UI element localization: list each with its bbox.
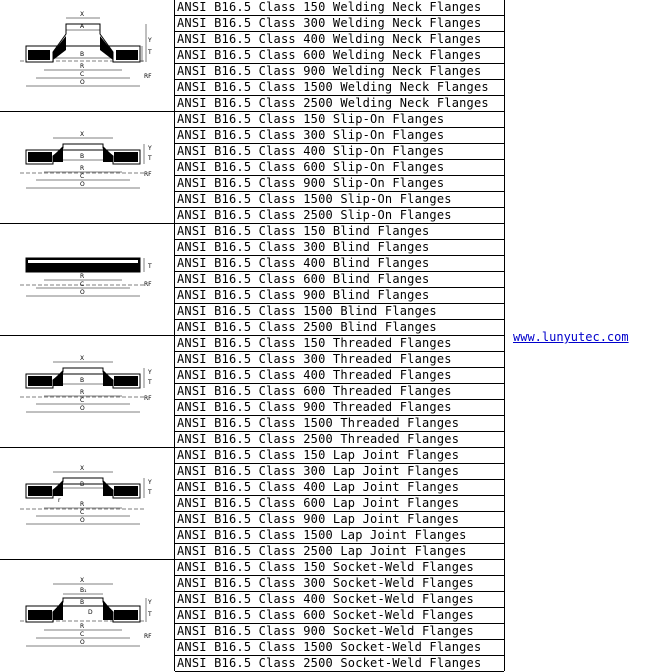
flange-list-item[interactable]: ANSI B16.5 Class 1500 Slip-On Flanges [175, 192, 504, 208]
flange-list-item[interactable]: ANSI B16.5 Class 400 Blind Flanges [175, 256, 504, 272]
threaded-flange-diagram [8, 342, 158, 442]
flange-list-item[interactable]: ANSI B16.5 Class 150 Socket-Weld Flanges [175, 560, 504, 576]
svg-text:B: B [80, 51, 85, 58]
svg-text:O: O [80, 79, 85, 86]
svg-text:Y: Y [148, 479, 152, 486]
svg-text:D: D [88, 609, 93, 616]
svg-text:R: R [80, 389, 85, 396]
svg-text:RF: RF [144, 73, 152, 80]
svg-text:r: r [58, 497, 61, 504]
svg-text:R: R [80, 165, 85, 172]
flange-list-item[interactable]: ANSI B16.5 Class 2500 Slip-On Flanges [175, 208, 504, 224]
flange-list-item[interactable]: ANSI B16.5 Class 300 Threaded Flanges [175, 352, 504, 368]
svg-text:X: X [80, 577, 85, 584]
svg-text:Y: Y [148, 369, 152, 376]
flange-list-item[interactable]: ANSI B16.5 Class 150 Slip-On Flanges [175, 112, 504, 128]
svg-text:RF: RF [144, 395, 152, 402]
svg-text:X: X [80, 465, 85, 472]
flange-list-item[interactable]: ANSI B16.5 Class 150 Threaded Flanges [175, 336, 504, 352]
flange-group-blind [0, 224, 505, 336]
column-divider-left [174, 0, 175, 671]
flange-list-item[interactable]: ANSI B16.5 Class 2500 Welding Neck Flanges [175, 96, 504, 112]
flange-list-item[interactable]: ANSI B16.5 Class 600 Threaded Flanges [175, 384, 504, 400]
svg-text:T: T [148, 49, 152, 56]
flange-list-item[interactable]: ANSI B16.5 Class 300 Lap Joint Flanges [175, 464, 504, 480]
website-link[interactable]: www.lunyutec.com [513, 330, 629, 344]
svg-text:R: R [80, 273, 85, 280]
svg-text:O: O [80, 639, 85, 646]
flange-list-item[interactable]: ANSI B16.5 Class 300 Welding Neck Flanges [175, 16, 504, 32]
svg-text:C: C [80, 281, 85, 288]
flange-list [175, 448, 504, 560]
flange-list-item[interactable]: ANSI B16.5 Class 400 Welding Neck Flanges [175, 32, 504, 48]
flange-group-threaded [0, 336, 505, 448]
svg-text:C: C [80, 397, 85, 404]
flange-list-item[interactable]: ANSI B16.5 Class 600 Welding Neck Flanges [175, 48, 504, 64]
flange-list-item[interactable]: ANSI B16.5 Class 900 Lap Joint Flanges [175, 512, 504, 528]
svg-text:RF: RF [144, 281, 152, 288]
flange-list-item[interactable]: ANSI B16.5 Class 300 Slip-On Flanges [175, 128, 504, 144]
svg-text:Y: Y [148, 37, 152, 44]
lap-joint-flange-diagram [8, 454, 158, 554]
flange-list-item[interactable]: ANSI B16.5 Class 900 Blind Flanges [175, 288, 504, 304]
flange-list-item[interactable]: ANSI B16.5 Class 900 Slip-On Flanges [175, 176, 504, 192]
flange-list-item[interactable]: ANSI B16.5 Class 600 Lap Joint Flanges [175, 496, 504, 512]
svg-text:X: X [80, 11, 85, 18]
flange-group-socket-weld [0, 560, 505, 672]
flange-list-item[interactable]: ANSI B16.5 Class 150 Welding Neck Flanges [175, 0, 504, 16]
flange-list-item[interactable]: ANSI B16.5 Class 400 Threaded Flanges [175, 368, 504, 384]
flange-list-item[interactable]: ANSI B16.5 Class 2500 Socket-Weld Flanges [175, 656, 504, 672]
svg-text:C: C [80, 71, 85, 78]
slip-on-flange-diagram [8, 118, 158, 218]
svg-text:R: R [80, 63, 85, 70]
blind-flange-diagram [8, 230, 158, 330]
svg-text:B: B [80, 481, 85, 488]
welding-neck-flange-diagram [8, 6, 158, 106]
svg-text:B: B [80, 599, 85, 606]
svg-text:B: B [80, 153, 85, 160]
flange-list-item[interactable]: ANSI B16.5 Class 1500 Threaded Flanges [175, 416, 504, 432]
flange-list-item[interactable]: ANSI B16.5 Class 300 Blind Flanges [175, 240, 504, 256]
svg-text:X: X [80, 355, 85, 362]
flange-list-item[interactable]: ANSI B16.5 Class 150 Lap Joint Flanges [175, 448, 504, 464]
socket-weld-flange-diagram [8, 566, 158, 666]
flange-list-item[interactable]: ANSI B16.5 Class 2500 Lap Joint Flanges [175, 544, 504, 560]
flange-list-item[interactable]: ANSI B16.5 Class 600 Slip-On Flanges [175, 160, 504, 176]
svg-text:T: T [148, 489, 152, 496]
flange-group-lap-joint [0, 448, 505, 560]
svg-text:RF: RF [144, 171, 152, 178]
flange-list-item[interactable]: ANSI B16.5 Class 1500 Welding Neck Flanges [175, 80, 504, 96]
flange-list [175, 224, 504, 336]
svg-text:O: O [80, 405, 85, 412]
flange-list-item[interactable]: ANSI B16.5 Class 900 Welding Neck Flanges [175, 64, 504, 80]
column-divider-right [504, 0, 505, 671]
flange-list-item[interactable]: ANSI B16.5 Class 2500 Blind Flanges [175, 320, 504, 336]
svg-text:RF: RF [144, 633, 152, 640]
svg-text:R: R [80, 501, 85, 508]
flange-list-item[interactable]: ANSI B16.5 Class 900 Socket-Weld Flanges [175, 624, 504, 640]
flange-list-item[interactable]: ANSI B16.5 Class 2500 Threaded Flanges [175, 432, 504, 448]
flange-list-item[interactable]: ANSI B16.5 Class 400 Lap Joint Flanges [175, 480, 504, 496]
svg-text:C: C [80, 631, 85, 638]
svg-text:O: O [80, 181, 85, 188]
svg-text:C: C [80, 509, 85, 516]
flange-group-welding-neck [0, 0, 505, 112]
svg-text:C: C [80, 173, 85, 180]
svg-text:Y: Y [148, 145, 152, 152]
flange-list-item[interactable]: ANSI B16.5 Class 400 Slip-On Flanges [175, 144, 504, 160]
svg-text:T: T [148, 379, 152, 386]
svg-text:R: R [80, 623, 85, 630]
flange-list [175, 336, 504, 448]
flange-list-item[interactable]: ANSI B16.5 Class 1500 Lap Joint Flanges [175, 528, 504, 544]
svg-text:T: T [148, 611, 152, 618]
svg-text:T: T [148, 155, 152, 162]
flange-list-item[interactable]: ANSI B16.5 Class 1500 Socket-Weld Flanges [175, 640, 504, 656]
flange-list [175, 560, 504, 672]
flange-list-item[interactable]: ANSI B16.5 Class 400 Socket-Weld Flanges [175, 592, 504, 608]
svg-text:O: O [80, 517, 85, 524]
svg-text:B₁: B₁ [80, 587, 87, 594]
svg-text:Y: Y [148, 599, 152, 606]
svg-text:X: X [80, 131, 85, 138]
flange-list [175, 0, 504, 112]
flange-list-item[interactable]: ANSI B16.5 Class 900 Threaded Flanges [175, 400, 504, 416]
svg-text:A: A [80, 23, 85, 30]
flange-list-item[interactable]: ANSI B16.5 Class 150 Blind Flanges [175, 224, 504, 240]
flange-group-slip-on [0, 112, 505, 224]
svg-text:O: O [80, 289, 85, 296]
flange-list-item[interactable]: ANSI B16.5 Class 600 Blind Flanges [175, 272, 504, 288]
flange-list [175, 112, 504, 224]
flange-list-item[interactable]: ANSI B16.5 Class 300 Socket-Weld Flanges [175, 576, 504, 592]
flange-list-item[interactable]: ANSI B16.5 Class 1500 Blind Flanges [175, 304, 504, 320]
svg-text:T: T [148, 263, 152, 270]
flange-list-item[interactable]: ANSI B16.5 Class 600 Socket-Weld Flanges [175, 608, 504, 624]
svg-text:B: B [80, 377, 85, 384]
